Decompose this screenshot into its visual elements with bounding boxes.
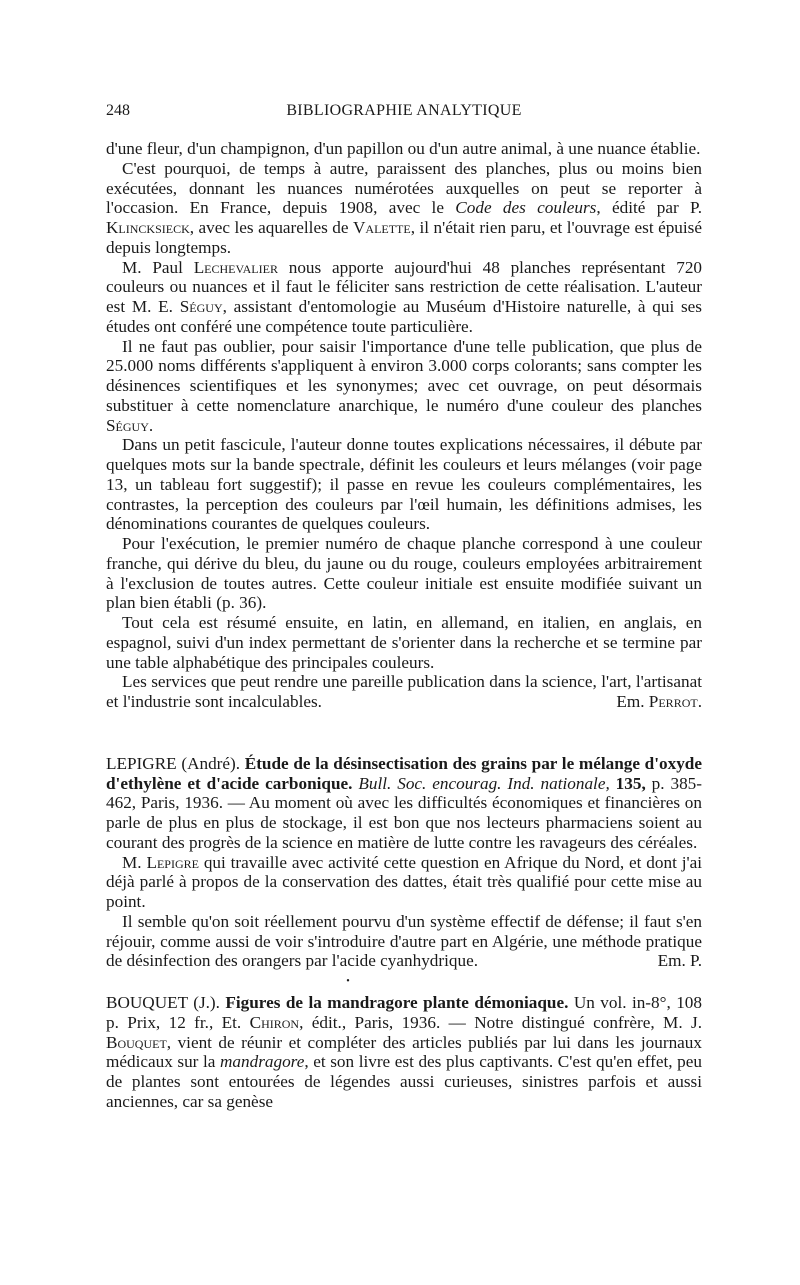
person-name: Bouquet [106, 1032, 167, 1052]
entry-author: LEPIGRE (André). [106, 753, 245, 773]
paragraph: M. Lepigre qui travaille avec activité cette question en Afrique du Nord, et dont j'ai déjà parlé à propos de la conservation des dattes, était très qualifié pour cette mise au point. [106, 852, 702, 911]
paragraph: Il ne faut pas oublier, pour saisir l'importance d'une telle publication, que plus de 25.000 noms différents s'appliquent à environ 3.000 corps colorants; sans compter les désinences scientifiques et les synonymes; avec cet ouvrage, on peut désormais substituer à cette nomenclature anarchique, le numéro d'une couleur des planches Séguy. [106, 336, 702, 435]
paragraph: M. Paul Lechevalier nous apporte aujourd'hui 48 planches représentant 720 couleurs ou nuances et il faut le féliciter sans restriction de cette réalisation. L'auteur est M. E. Séguy, assistant d'entomologie au Muséum d'Histoire naturelle, à qui ses études ont conféré une compétence toute particulière. [106, 257, 703, 336]
paragraph: Les services que peut rendre une pareille publication dans la science, l'art, l'artisanat et l'industrie sont incalculables. Em. Perrot. [106, 672, 702, 711]
plant-name: mandragore [220, 1052, 305, 1072]
signature: Em. P. [657, 951, 702, 971]
review-entry: LEPIGRE (André). Étude de la désinsectisation des grains par le mélange d'oxyde d'ethylène et d'acide carbonique. Bull. Soc. encourag. Ind. nationale, 135, p. 385-462, Paris, 1936. — Au moment où avec les difficultés économiques et financières on parle de plus en plus de stockage, il est bon que nos lecteurs pharmaciens soient au courant des progrès de la science en matière de lutte contre les ravageurs des céréales. [106, 753, 702, 852]
volume-number: 135, [609, 773, 646, 793]
paragraph: C'est pourquoi, de temps à autre, paraissent des planches, plus ou moins bien exécutées, donnant les nuances numérotées auxquelles on peut se reporter à l'occasion. En France, depuis 1908, avec le Code des couleurs, édité par P. Klincksieck, avec les aquarelles de Valette, il n'était rien paru, et l'ouvrage est épuisé depuis longtemps. [106, 158, 702, 257]
separator-dot: • [346, 976, 350, 987]
entry-title: Figures de la mandragore plante démoniaque. [225, 993, 569, 1012]
entry-author: BOUQUET (J.). [106, 993, 226, 1012]
paragraph: d'une fleur, d'un champignon, d'un papillon ou d'un autre animal, à une nuance établie. [106, 139, 701, 158]
paragraph: Dans un petit fascicule, l'auteur donne toutes explications nécessaires, il débute par quelques mots sur la bande spectrale, définit les couleurs et leurs mélanges (voir page 13, un tableau fort suggestif); il passe en revue les couleurs complémentaires, les contrastes, la perception des couleurs par l'œil humain, les définitions admises, les dénominations courantes de quelques couleurs. [106, 435, 702, 534]
journal-name: Bull. Soc. encourag. Ind. nationale, [352, 773, 610, 793]
running-title: BIBLIOGRAPHIE ANALYTIQUE [286, 102, 522, 119]
page-header [106, 102, 702, 124]
review-entry: BOUQUET (J.). Figures de la mandragore plante démoniaque. Un vol. in-8°, 108 p. Prix, 12 fr., Et. Chiron, édit., Paris, 1936. — Notre distingué confrère, M. J. Bouquet, vient de réunir et compléter des articles publiés par lui dans les journaux médicaux sur la mandragore, et son livre est des plus captivants. C'est qu'en effet, peu de plantes sont entourées de légendes aussi curieuses, sinistres parfois et aussi anciennes, car sa genèse [106, 993, 702, 1111]
person-name: Chiron [249, 1012, 300, 1032]
person-name: Klincksieck [106, 218, 190, 237]
person-name: Séguy [179, 297, 223, 316]
paragraph: Pour l'exécution, le premier numéro de chaque planche correspond à une couleur franche, qui dérive du bleu, du jaune ou du rouge, couleurs employées arbitrairement à l'exclusion de toutes autres. Cette couleur initiale est ensuite modifiée suivant un plan bien établi (p. 36). [106, 534, 702, 613]
body-text [106, 139, 702, 1112]
paragraph: Tout cela est résumé ensuite, en latin, en allemand, en italien, en anglais, en espagnol, suivi d'un index permettant de s'orienter dans la recherche et se termine par une table alphabétique des principales couleurs. [106, 613, 702, 672]
book-title: Code des couleurs [455, 198, 597, 218]
person-name: Valette [352, 218, 411, 237]
signature: Em. Perrot. [616, 692, 702, 711]
paragraph: Il semble qu'on soit réellement pourvu d'un système effectif de défense; il faut s'en réjouir, comme aussi de voir s'introduire d'autre part en Algérie, une méthode pratique de désinfection des orangers par l'acide cyanhydrique. Em. P. [106, 911, 702, 971]
entry-title: Étude de la désinsectisation des grains par le mélange d'oxyde d'ethylène et d'acide carbonique. [106, 753, 702, 793]
person-name: Lechevalier [193, 257, 278, 277]
person-name: Lepigre [146, 852, 199, 872]
section-gap [106, 712, 702, 754]
person-name: Séguy [106, 415, 149, 435]
page-number: 248 [106, 102, 130, 119]
